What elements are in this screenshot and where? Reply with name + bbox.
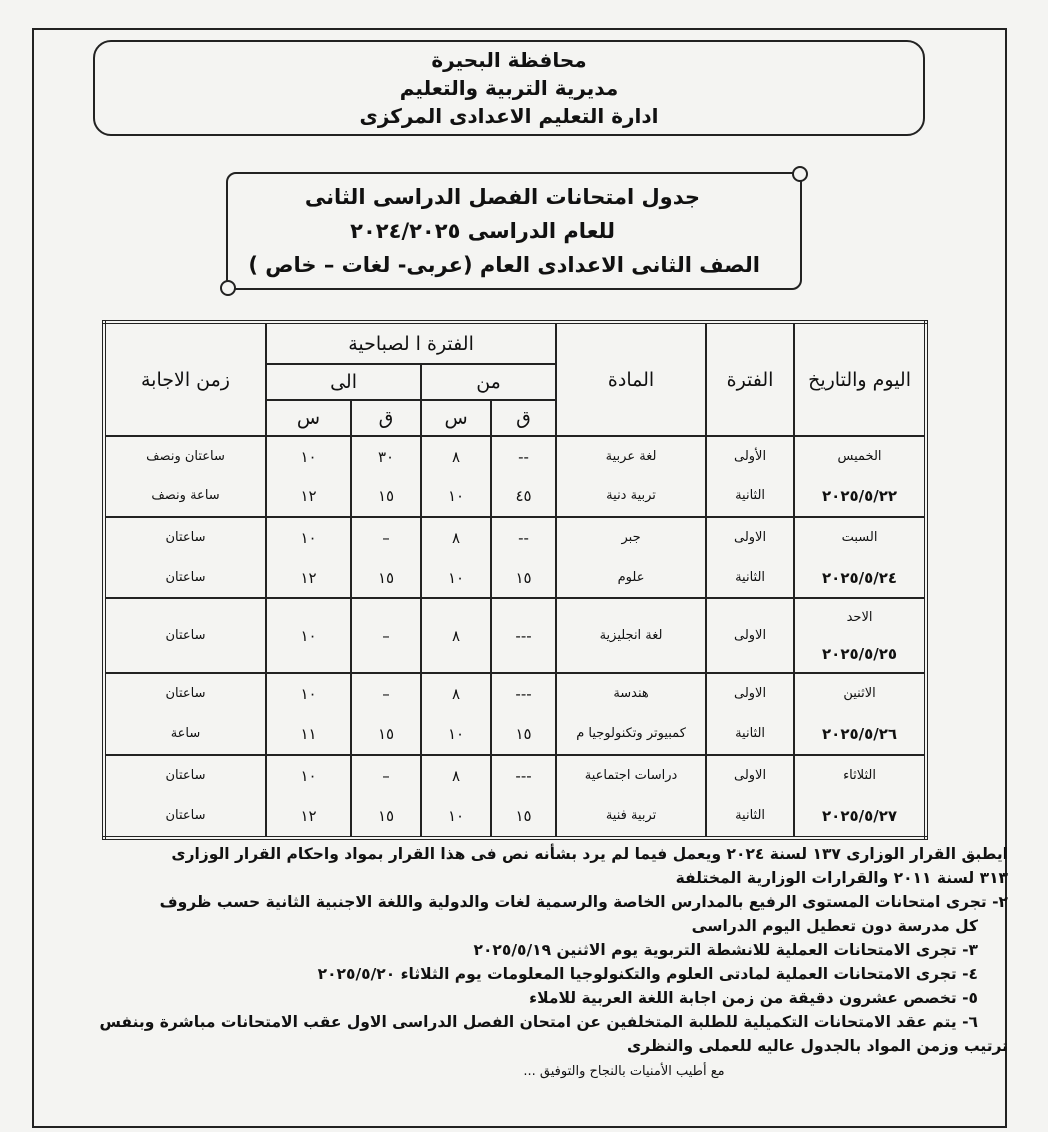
- period-cell-stack: [707, 518, 793, 597]
- exam-date: ٢٠٢٥/٥/٢٢: [822, 487, 898, 506]
- to-s-cell-stack: [267, 599, 350, 672]
- from-q-cell-item: --: [518, 529, 529, 548]
- to-s-cell-stack: [267, 518, 350, 597]
- table-row: [104, 673, 926, 754]
- from-q-cell: [491, 436, 556, 517]
- from-q-cell-item: ---: [515, 766, 532, 785]
- subject-cell: [556, 755, 706, 838]
- period-cell-item: الاولى: [733, 530, 767, 546]
- from-q-cell: [491, 755, 556, 838]
- period-cell: [706, 598, 794, 673]
- exam-date: ٢٠٢٥/٥/٢٤: [822, 568, 898, 587]
- to-q-cell-item: –: [382, 766, 390, 785]
- period-cell-item: الاولى: [733, 627, 767, 643]
- header-to: الى: [266, 364, 421, 400]
- period-cell-stack: [707, 437, 793, 516]
- day-name: الثلاثاء: [843, 767, 877, 783]
- note-4: ٤- تجرى الامتحانات العملية لمادتى العلوم والتكنولوجيا المعلومات يوم الثلاثاء ٢٠٢٥/٥/٢٠: [317, 965, 978, 983]
- from-s-cell-item: ٨: [452, 447, 461, 466]
- from-q-cell-item: ١٥: [515, 806, 532, 825]
- to-q-cell-item: –: [382, 626, 390, 645]
- header-period: الفترة: [706, 322, 794, 436]
- duration-cell-item: ساعتان: [165, 767, 206, 783]
- from-s-cell-stack: [422, 518, 490, 597]
- to-s-cell-stack: [267, 674, 350, 753]
- period-cell: [706, 673, 794, 754]
- subject-cell-item: تربية دنية: [606, 488, 656, 504]
- to-q-cell: [351, 517, 421, 598]
- subject-cell-item: هندسة: [613, 686, 649, 702]
- duration-cell: [104, 755, 266, 838]
- from-q-cell-stack: [492, 518, 555, 597]
- subject-cell: [556, 598, 706, 673]
- from-q-cell-item: ٤٥: [515, 487, 532, 506]
- from-q-cell-item: ---: [515, 685, 532, 704]
- to-s-cell-item: ١١: [300, 724, 317, 743]
- duration-cell: [104, 598, 266, 673]
- from-s-cell-item: ٨: [452, 626, 461, 645]
- to-s-cell-item: ١٢: [300, 806, 317, 825]
- to-q-cell-item: ١٥: [377, 568, 395, 587]
- period-cell: [706, 517, 794, 598]
- subject-cell: [556, 673, 706, 754]
- from-q-cell-item: ---: [515, 626, 532, 645]
- subject-cell-item: علوم: [617, 569, 645, 585]
- subject-cell-stack: [557, 599, 705, 672]
- duration-cell-item: ساعتان: [165, 627, 206, 643]
- duration-cell-stack: [106, 599, 265, 672]
- period-cell-stack: [707, 599, 793, 672]
- to-s-cell-item: ١٢: [300, 568, 317, 587]
- to-s-cell: [266, 517, 351, 598]
- duration-cell-stack: [106, 674, 265, 753]
- to-q-cell-stack: [352, 599, 420, 672]
- to-q-cell-stack: [352, 674, 420, 753]
- period-cell-item: الثانية: [735, 488, 766, 504]
- grade-title: الصف الثانى الاعدادى العام (عربى- لغات – خاص ): [248, 253, 760, 277]
- day-date-stack: [795, 756, 924, 836]
- from-s-cell-item: ١٠: [447, 806, 465, 825]
- period-cell-item: الثانية: [735, 569, 766, 585]
- from-s-cell: [421, 598, 491, 673]
- from-s-cell-item: ٨: [452, 766, 461, 785]
- day-name: السبت: [841, 530, 878, 546]
- directorate-title: مديرية التربية والتعليم: [399, 76, 619, 100]
- period-cell-item: الثانية: [735, 807, 766, 823]
- subject-cell-item: تربية فنية: [605, 807, 657, 823]
- duration-cell-stack: [106, 756, 265, 836]
- period-cell: [706, 755, 794, 838]
- duration-cell-item: ساعة ونصف: [151, 488, 220, 504]
- table-row: [104, 598, 926, 673]
- header-to-q: ق: [351, 400, 421, 436]
- subject-cell-stack: [557, 437, 705, 516]
- to-q-cell-stack: [352, 518, 420, 597]
- note-1: ايطبق القرار الوزارى ١٣٧ لسنة ٢٠٢٤ ويعمل فيما لم يرد بشأنه نص فى هذا القرار بمواد واحكام القرار الوزارى: [171, 845, 1008, 863]
- note-5: ٥- تخصص عشرون دقيقة من زمن اجابة اللغة العربية للاملاء: [529, 989, 978, 1007]
- day-date-stack: [795, 437, 924, 516]
- from-s-cell: [421, 517, 491, 598]
- to-s-cell-item: ١٠: [300, 447, 317, 466]
- period-cell-stack: [707, 674, 793, 753]
- period-cell-stack: [707, 756, 793, 836]
- to-s-cell-item: ١٠: [300, 685, 317, 704]
- duration-cell: [104, 436, 266, 517]
- day-name: الاحد: [846, 609, 873, 625]
- header-box: [93, 40, 925, 136]
- exam-date: ٢٠٢٥/٥/٢٧: [822, 806, 898, 825]
- to-s-cell-item: ١٢: [300, 487, 317, 506]
- subject-cell-stack: [557, 674, 705, 753]
- exam-schedule-table: [102, 320, 928, 840]
- scroll-curl-right: [792, 166, 808, 182]
- note-2: ٢- تجرى امتحانات المستوى الرفيع بالمدارس الخاصة والرسمية لغات والدولية واللغة الاجنبية الثانية حسب ظروف: [159, 893, 1008, 911]
- from-s-cell-stack: [422, 674, 490, 753]
- to-q-cell-item: ١٥: [377, 487, 395, 506]
- from-q-cell-stack: [492, 674, 555, 753]
- period-cell-item: الثانية: [735, 725, 766, 741]
- subject-cell-item: لغة انجليزية: [599, 627, 663, 643]
- from-s-cell-item: ٨: [452, 685, 461, 704]
- subject-cell: [556, 517, 706, 598]
- header-day-date: اليوم والتاريخ: [794, 322, 926, 436]
- note-1-cont: ٣١٣ لسنة ٢٠١١ والقرارات الوزارية المختلفة: [675, 869, 1008, 887]
- exam-date: ٢٠٢٥/٥/٢٦: [822, 724, 898, 743]
- scroll-curl-left: [220, 280, 236, 296]
- day-name: الاثنين: [843, 686, 876, 702]
- period-cell-item: الاولى: [733, 686, 767, 702]
- day-date-cell: [794, 598, 926, 673]
- from-s-cell: [421, 755, 491, 838]
- from-s-cell: [421, 673, 491, 754]
- to-s-cell-stack: [267, 437, 350, 516]
- to-q-cell: [351, 598, 421, 673]
- notes-section: [40, 842, 1008, 1084]
- note-6: ٦- يتم عقد الامتحانات التكميلية للطلبة المتخلفين عن امتحان الفصل الدراسى الاول عقب الامتحانات مباشرة وبنفس: [99, 1013, 978, 1031]
- day-date-stack: [795, 518, 924, 597]
- to-s-cell-item: ١٠: [300, 766, 317, 785]
- table-row: [104, 755, 926, 838]
- header-to-s: س: [266, 400, 351, 436]
- governorate-title: محافظة البحيرة: [431, 48, 587, 72]
- day-date-cell: [794, 755, 926, 838]
- duration-cell-item: ساعتان: [165, 807, 206, 823]
- day-date-stack: [795, 599, 924, 672]
- to-q-cell: [351, 755, 421, 838]
- to-q-cell-item: ١٥: [377, 724, 395, 743]
- day-date-cell: [794, 517, 926, 598]
- from-q-cell-stack: [492, 756, 555, 836]
- to-s-cell: [266, 755, 351, 838]
- to-q-cell-item: –: [382, 529, 390, 548]
- from-s-cell-item: ١٠: [447, 487, 465, 506]
- to-s-cell-item: ١٠: [300, 626, 317, 645]
- note-2-cont: كل مدرسة دون تعطيل اليوم الدراسى: [691, 917, 978, 935]
- to-s-cell: [266, 673, 351, 754]
- to-q-cell-stack: [352, 437, 420, 516]
- period-cell-item: الأولى: [733, 448, 767, 464]
- subject-cell-item: جبر: [621, 530, 641, 546]
- header-from: من: [421, 364, 556, 400]
- to-q-cell: [351, 673, 421, 754]
- to-s-cell: [266, 436, 351, 517]
- duration-cell-item: ساعة: [170, 725, 201, 741]
- duration-cell-item: ساعتان: [165, 686, 206, 702]
- from-q-cell-item: ١٥: [515, 568, 532, 587]
- duration-cell: [104, 517, 266, 598]
- header-duration: زمن الاجابة: [104, 322, 266, 436]
- subject-cell-stack: [557, 756, 705, 836]
- from-q-cell: [491, 673, 556, 754]
- subject-cell-item: كمبيوتر وتكنولوجيا م: [576, 725, 686, 741]
- note-3: ٣- تجرى الامتحانات العملية للانشطة التربوية يوم الاثنين ٢٠٢٥/٥/١٩: [473, 941, 978, 959]
- day-name: الخميس: [837, 448, 882, 464]
- to-q-cell-item: –: [382, 685, 390, 704]
- duration-cell-item: ساعتان: [165, 569, 206, 585]
- to-s-cell-stack: [267, 756, 350, 836]
- duration-cell: [104, 673, 266, 754]
- duration-cell-item: ساعتان ونصف: [146, 448, 225, 464]
- from-q-cell-stack: [492, 599, 555, 672]
- from-s-cell-stack: [422, 599, 490, 672]
- schedule-title: جدول امتحانات الفصل الدراسى الثانى: [304, 185, 700, 209]
- duration-cell-stack: [106, 518, 265, 597]
- title-scroll: [226, 172, 802, 290]
- from-q-cell: [491, 517, 556, 598]
- period-cell-item: الاولى: [733, 767, 767, 783]
- from-s-cell: [421, 436, 491, 517]
- header-from-s: س: [421, 400, 491, 436]
- from-s-cell-item: ١٠: [447, 724, 465, 743]
- to-s-cell: [266, 598, 351, 673]
- table-row: [104, 436, 926, 517]
- note-6-cont: ترتيب وزمن المواد بالجدول عاليه للعملى والنظرى: [627, 1037, 1008, 1055]
- from-q-cell: [491, 598, 556, 673]
- subject-cell-item: دراسات اجتماعية: [584, 767, 678, 783]
- day-date-cell: [794, 436, 926, 517]
- from-q-cell-item: ١٥: [515, 724, 532, 743]
- subject-cell-item: لغة عربية: [605, 448, 657, 464]
- from-s-cell-item: ١٠: [447, 568, 465, 587]
- from-s-cell-stack: [422, 756, 490, 836]
- duration-cell-item: ساعتان: [165, 530, 206, 546]
- to-q-cell-item: ١٥: [377, 806, 395, 825]
- subject-cell: [556, 436, 706, 517]
- day-date-cell: [794, 673, 926, 754]
- header-morning-period: الفترة ا لصباحية: [266, 322, 556, 364]
- day-date-stack: [795, 674, 924, 753]
- exam-date: ٢٠٢٥/٥/٢٥: [822, 645, 898, 664]
- from-s-cell-stack: [422, 437, 490, 516]
- to-s-cell-item: ١٠: [300, 529, 317, 548]
- from-q-cell-stack: [492, 437, 555, 516]
- header-subject: المادة: [556, 322, 706, 436]
- to-q-cell-stack: [352, 756, 420, 836]
- duration-cell-stack: [106, 437, 265, 516]
- subject-cell-stack: [557, 518, 705, 597]
- closing-wishes: مع أطيب الأمنيات بالنجاح والتوفيق ...: [523, 1064, 725, 1079]
- table-row: [104, 517, 926, 598]
- from-s-cell-item: ٨: [452, 529, 461, 548]
- header-from-q: ق: [491, 400, 556, 436]
- administration-title: ادارة التعليم الاعدادى المركزى: [359, 104, 659, 128]
- period-cell: [706, 436, 794, 517]
- academic-year: للعام الدراسى ٢٠٢٤/٢٠٢٥: [350, 219, 615, 243]
- to-q-cell-item: ٣٠: [377, 447, 395, 466]
- from-q-cell-item: --: [518, 447, 529, 466]
- to-q-cell: [351, 436, 421, 517]
